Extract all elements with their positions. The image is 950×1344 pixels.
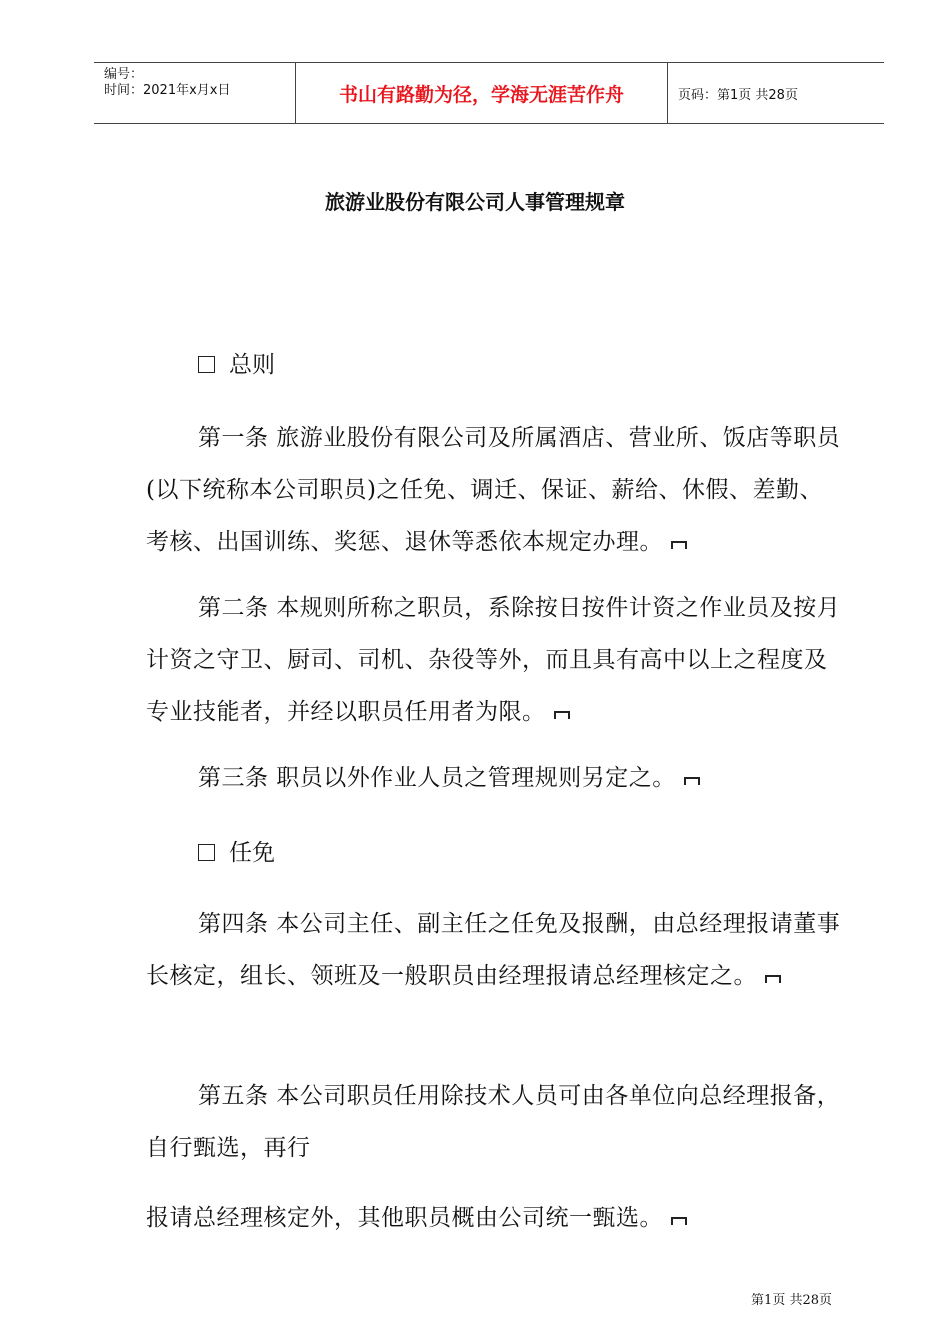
article-text: 第三条 职员以外作业人员之管理规则另定之。 xyxy=(198,765,676,791)
paragraph-mark-icon xyxy=(765,975,781,983)
article-5-continued xyxy=(146,1192,846,1244)
page-footer: 第1页 共28页 xyxy=(751,1293,832,1308)
header-page-info: 页码：第1页 共28页 xyxy=(678,87,798,103)
article-1 xyxy=(146,412,846,568)
page-header xyxy=(94,62,884,124)
article-3 xyxy=(146,752,846,804)
section-general xyxy=(198,350,275,380)
section-appointment xyxy=(198,838,275,868)
header-motto: 书山有路勤为径，学海无涯苦作舟 xyxy=(296,63,668,123)
article-2 xyxy=(146,582,846,738)
article-text: 第一条 旅游业股份有限公司及所属酒店、营业所、饭店等职员(以下统称本公司职员)之任免、调迁、保证、薪给、休假、差勤、考核、出国训练、奖惩、退休等悉依本规定办理。 xyxy=(146,425,841,555)
section-label: 任免 xyxy=(229,840,275,866)
article-text: 报请总经理核定外，其他职员概由公司统一甄选。 xyxy=(146,1205,663,1231)
article-text: 第四条 本公司主任、副主任之任免及报酬，由总经理报请董事长核定，组长、领班及一般职员由经理报请总经理核定之。 xyxy=(146,911,841,989)
article-5 xyxy=(146,1070,846,1174)
document-title: 旅游业股份有限公司人事管理规章 xyxy=(325,190,625,214)
checkbox-icon xyxy=(198,844,215,861)
number-label: 编号： xyxy=(104,67,144,82)
paragraph-mark-icon xyxy=(671,1217,687,1225)
paragraph-mark-icon xyxy=(684,777,700,785)
paragraph-mark-icon xyxy=(554,711,570,719)
article-text: 第二条 本规则所称之职员，系除按日按件计资之作业员及按月计资之守卫、厨司、司机、杂役等外，而且具有高中以上之程度及专业技能者，并经以职员任用者为限。 xyxy=(146,595,841,725)
paragraph-mark-icon xyxy=(671,541,687,549)
checkbox-icon xyxy=(198,356,215,373)
section-label: 总则 xyxy=(229,352,275,378)
time-label: 时间：2021年x月x日 xyxy=(104,83,231,98)
article-text: 第五条 本公司职员任用除技术人员可由各单位向总经理报备，自行甄选，再行 xyxy=(146,1083,841,1161)
article-4 xyxy=(146,898,846,1002)
header-meta xyxy=(94,63,296,123)
